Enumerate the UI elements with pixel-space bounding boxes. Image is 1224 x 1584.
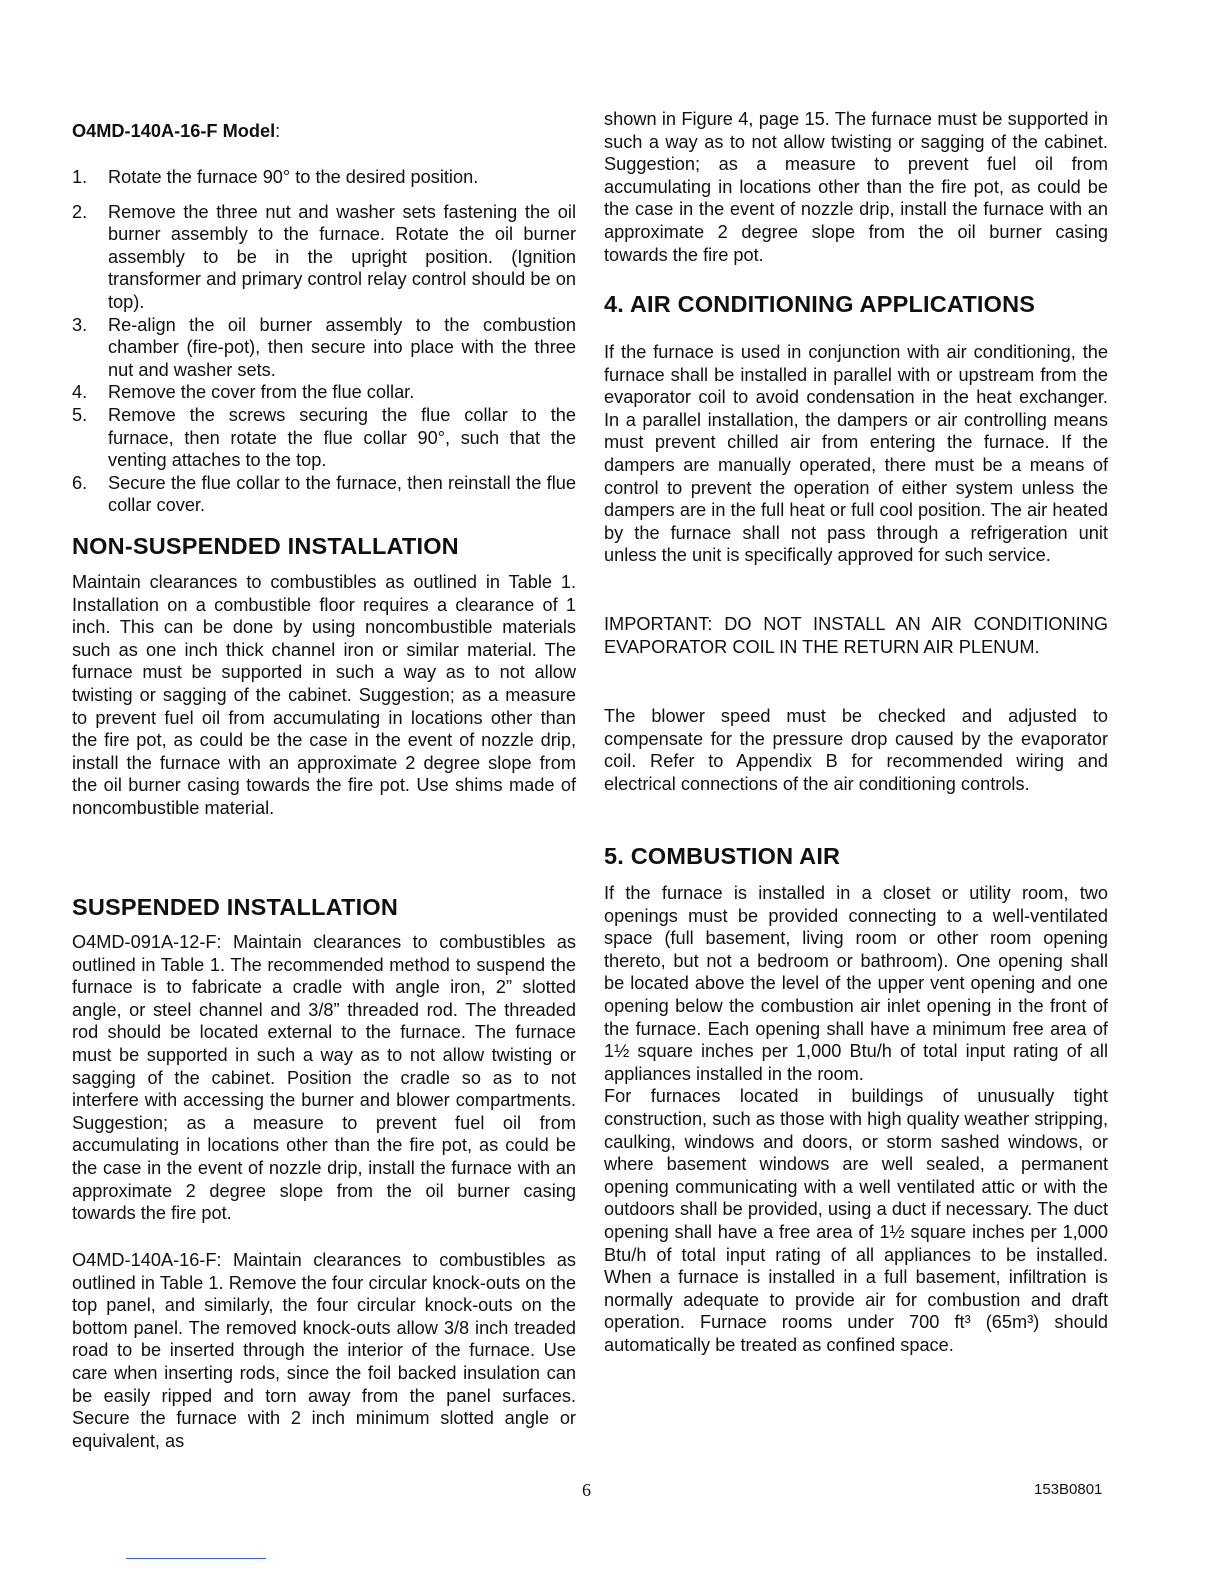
list-item (72, 166, 576, 189)
step-number: 1. (72, 167, 88, 187)
document-code: 153B0801 (1034, 1481, 1103, 1498)
suspended-paragraph-1: O4MD-091A-12-F: Maintain clearances to combustibles as outlined in Table 1. The recommended method to suspend the furnace is to fabricate a cradle with angle iron, 2” slotted angle, or steel channel and 3/8” threaded rod. The threaded rod should be located external to the furnace. The furnace must be supported in such a way as to not allow twisting or sagging of the cabinet. Position the cradle so as to not interfere with accessing the burner and blower compartments. Suggestion; as a measure to prevent fuel oil from accumulating in locations other than the fire pot, as could be the case in the event of nozzle drip, install the furnace with an approximate 2 degree slope from the oil burner casing towards the fire pot. (72, 932, 576, 1224)
rotation-steps-list (72, 166, 576, 517)
list-item (72, 201, 576, 314)
non-suspended-paragraph: Maintain clearances to combustibles as outlined in Table 1. Installation on a combustible floor requires a clearance of 1 inch. This can be done by using noncombustible materials such as one inch thick channel iron or similar material. The furnace must be supported in such a way as to not allow twisting or sagging of the cabinet. Suggestion; as a measure to prevent fuel oil from accumulating in locations other than the fire pot, as could be the case in the event of nozzle drip, install the furnace with an approximate 2 degree slope from the oil burner casing towards the fire pot. Use shims made of noncombustible material. (72, 572, 576, 818)
important-note-text: IMPORTANT: DO NOT INSTALL AN AIR CONDITIONING EVAPORATOR COIL IN THE RETURN AIR PLENUM. (604, 614, 1108, 657)
step-number: 5. (72, 404, 88, 425)
air-conditioning-paragraph-1: If the furnace is used in conjunction with air conditioning, the furnace shall be installed in parallel with or upstream from the evaporator coil to avoid condensation in the heat exchanger. In a parallel installation, the dampers or air controlling means must prevent chilled air from entering the furnace. If the dampers are manually operated, there must be a means of control to prevent the operation of either system unless the dampers are in the full heat or full cool position. The air heated by the furnace shall not pass through a refrigeration unit unless the unit is specifically approved for such service. (604, 342, 1108, 566)
page-number: 6 (582, 1480, 591, 1500)
step-text: Rotate the furnace 90° to the desired position. (108, 167, 479, 187)
suspended-paragraph-2: O4MD-140A-16-F: Maintain clearances to combustibles as outlined in Table 1. Remove the four circular knock-outs on the top panel, and similarly, the four circular knock-outs on the bottom panel. The removed knock-outs allow 3/8 inch treaded road to be inserted through the interior of the furnace. Use care when inserting rods, since the foil backed insulation can be easily ripped and torn away from the panel surfaces. Secure the furnace with 2 inch minimum slotted angle or equivalent, as (72, 1250, 576, 1451)
suspended-heading: SUSPENDED INSTALLATION (72, 894, 399, 920)
important-note (604, 613, 1108, 658)
model-subheading-colon: : (275, 121, 281, 141)
continuation-paragraph: shown in Figure 4, page 15. The furnace must be supported in such a way as to not allow twisting or sagging of the cabinet. Suggestion; as a measure to prevent fuel oil from accumulating in locations other than the fire pot, as could be the case in the event of nozzle drip, install the furnace with an approximate 2 degree slope from the oil burner casing towards the fire pot. (604, 109, 1108, 265)
continuation-section (604, 108, 1108, 266)
air-conditioning-heading: 4. AIR CONDITIONING APPLICATIONS (604, 291, 1036, 317)
step-text: Remove the three nut and washer sets fastening the oil burner assembly to the furnace. Rotate the oil burner assembly to be in the upright position. (Ignition transformer and primary control relay control should be on top). (108, 201, 576, 312)
step-number: 4. (72, 382, 88, 403)
footer-rule (126, 1558, 266, 1559)
step-text: Remove the screws securing the flue collar to the furnace, then rotate the flue collar 90°, such that the venting attaches to the top. (108, 404, 576, 471)
suspended-section-2 (72, 1249, 576, 1452)
step-text: Re-align the oil burner assembly to the combustion chamber (fire-pot), then secure into place with the three nut and washer sets. (108, 314, 576, 380)
list-item (72, 404, 576, 472)
non-suspended-heading: NON-SUSPENDED INSTALLATION (72, 533, 459, 559)
step-number: 6. (72, 472, 88, 493)
combustion-air-section (604, 882, 1108, 1356)
step-number: 2. (72, 201, 88, 222)
air-conditioning-section (604, 341, 1108, 567)
model-subheading (72, 120, 280, 143)
combustion-air-paragraph-2: For furnaces located in buildings of unusually tight construction, such as those with high quality weather stripping, caulking, windows and doors, or storm sashed windows, or where basement windows are well sealed, a permanent opening communicating with a well ventilated attic or with the outdoors shall be provided, using a duct if necessary. The duct opening shall have a free area of 1½ square inches per 1,000 Btu/h of total input rating of all appliances to be installed. When a furnace is installed in a full basement, infiltration is normally adequate to provide air for combustion and draft operation. Furnace rooms under 700 ft³ (65m³) should automatically be treated as confined space. (604, 1086, 1108, 1355)
air-conditioning-section-2 (604, 705, 1108, 795)
list-item (72, 314, 576, 382)
air-conditioning-paragraph-2: The blower speed must be checked and adjusted to compensate for the pressure drop caused by the evaporator coil. Refer to Appendix B for recommended wiring and electrical connections of the air conditioning controls. (604, 706, 1108, 794)
list-item (72, 472, 576, 517)
suspended-section (72, 931, 576, 1225)
step-text: Secure the flue collar to the furnace, then reinstall the flue collar cover. (108, 472, 576, 516)
combustion-air-paragraph-1: If the furnace is installed in a closet or utility room, two openings must be provided connecting to a well-ventilated space (full basement, living room or other room opening thereto, but not a bedroom or bathroom). One opening shall be located above the level of the upper vent opening and one opening below the combustion air inlet opening in the front of the furnace. Each opening shall have a minimum free area of 1½ square inches per 1,000 Btu/h of total input rating of all appliances installed in the room. (604, 883, 1108, 1084)
non-suspended-section (72, 571, 576, 820)
combustion-air-heading: 5. COMBUSTION AIR (604, 843, 841, 869)
list-item (72, 381, 576, 404)
step-text: Remove the cover from the flue collar. (108, 382, 415, 403)
model-subheading-text: O4MD-140A-16-F Model (72, 121, 276, 141)
step-number: 3. (72, 314, 88, 335)
